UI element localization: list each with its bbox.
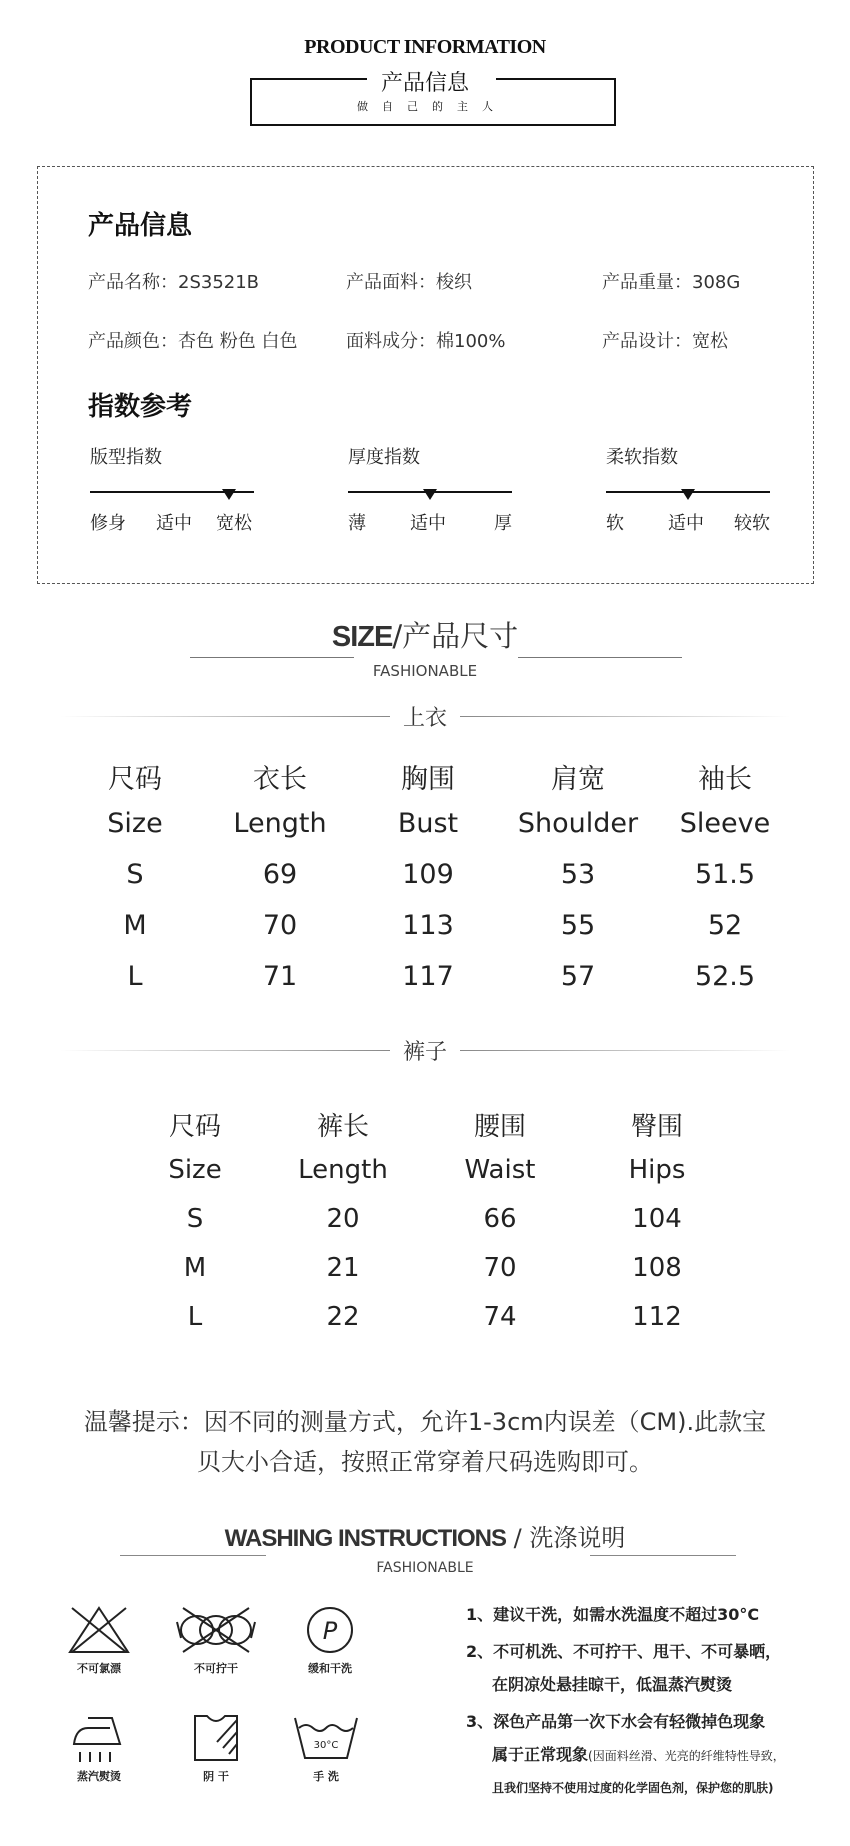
washing-note-3b-line — [466, 1738, 826, 1773]
table-cell: 51.5 — [694, 859, 756, 890]
fit-index-label: 版型指数 — [90, 447, 162, 468]
table-header-cell: 尺码 — [108, 764, 162, 795]
icon-label: 不可氯漂 — [77, 1662, 121, 1675]
size-title — [0, 614, 850, 655]
index-ref-title: 指数参考 — [88, 392, 193, 422]
softness-index-label: 柔软指数 — [606, 447, 678, 468]
icon-label: 缓和干洗 — [308, 1662, 352, 1675]
table-header-cell: 袖长 — [698, 764, 752, 795]
icon-label: 不可拧干 — [194, 1662, 238, 1675]
scale-tick: 厚 — [494, 513, 512, 534]
table-header-cell: Sleeve — [679, 808, 771, 839]
scale-tick: 适中 — [156, 513, 192, 534]
no-wring — [166, 1604, 266, 1676]
table-cell: 21 — [326, 1253, 360, 1283]
product-name: 产品名称：2S3521B — [88, 272, 260, 293]
washing-fashion: FASHIONABLE — [376, 1560, 474, 1576]
iron-icon — [64, 1712, 134, 1764]
table-cell: 70 — [483, 1253, 517, 1283]
washing-line-left — [120, 1555, 266, 1556]
scale-tick: 宽松 — [216, 513, 252, 534]
washing-note-1: 1、建议干洗，如需水洗温度不超过30°C — [466, 1605, 760, 1624]
table-header-cell: 腰围 — [473, 1112, 526, 1142]
dry-clean-glyph: P — [322, 1617, 338, 1645]
scale-tick: 软 — [606, 513, 624, 534]
table-header-cell: Bust — [397, 808, 459, 839]
table-cell: 74 — [483, 1302, 517, 1332]
fit-index-scale — [90, 491, 254, 534]
table-header-cell: 衣长 — [253, 764, 307, 795]
table-header-cell: Length — [298, 1155, 388, 1185]
product-composition: 面料成分：棉100% — [346, 331, 506, 352]
table-cell: L — [187, 1302, 203, 1332]
table-cell: L — [127, 961, 143, 992]
table-header-cell: Waist — [464, 1155, 536, 1185]
no-bleach-icon — [64, 1604, 134, 1656]
washing-title — [0, 1518, 850, 1553]
product-color: 产品颜色：杏色 粉色 白色 — [88, 331, 298, 352]
product-weight: 产品重量：308G — [602, 272, 741, 293]
size-title-line-left — [190, 657, 354, 658]
table-cell: 117 — [402, 961, 454, 992]
table-cell: S — [126, 859, 144, 890]
hand-wash-temp: 30°C — [313, 1740, 339, 1751]
table-cell: S — [186, 1204, 204, 1234]
scale-marker-icon — [222, 489, 236, 500]
scale-tick: 较软 — [734, 513, 770, 534]
washing-note-2b: 在阴凉处悬挂晾干，低温蒸汽熨烫 — [492, 1675, 733, 1694]
product-design: 产品设计：宽松 — [602, 331, 728, 352]
table-header-cell: Size — [107, 808, 163, 839]
scale-marker-icon — [423, 489, 437, 500]
washing-note-3a: 3、深色产品第一次下水会有轻微掉色现象 — [466, 1712, 766, 1731]
header-subtitle: 做自己的主人 — [357, 100, 507, 113]
table-header-cell: 尺码 — [168, 1112, 221, 1142]
washing-title-en: WASHING INSTRUCTIONS — [224, 1525, 506, 1552]
table-header-cell: Length — [233, 808, 327, 839]
size-title-en: SIZE — [331, 621, 393, 653]
scale-tick: 适中 — [410, 513, 446, 534]
size-tip-line1: 温馨提示：因不同的测量方式，允许1-3cm内误差（CM).此款宝 — [83, 1408, 767, 1436]
shade-dry — [166, 1712, 266, 1784]
table-cell: 70 — [262, 910, 298, 941]
product-info-title: 产品信息 — [88, 211, 193, 241]
table-cell: 71 — [262, 961, 298, 992]
table-header-cell: Size — [168, 1155, 222, 1185]
table-cell: M — [123, 910, 147, 941]
table-cell: 52.5 — [694, 961, 756, 992]
washing-note-3b: 属于正常现象 — [492, 1745, 589, 1764]
table-header-cell: 臀围 — [630, 1112, 683, 1142]
shade-dry-icon — [181, 1712, 251, 1764]
pants-section-label: 裤子 — [402, 1040, 447, 1065]
table-cell: 52 — [707, 910, 743, 941]
table-cell: 22 — [326, 1302, 360, 1332]
no-wring-icon — [175, 1604, 257, 1656]
product-fabric: 产品面料：梭织 — [346, 272, 472, 293]
table-cell: 104 — [632, 1204, 682, 1234]
washing-notes — [466, 1598, 826, 1803]
top-section-label: 上衣 — [402, 706, 447, 731]
icon-label: 手 洗 — [313, 1770, 339, 1783]
washing-note-2a: 2、不可机洗、不可拧干、甩干、不可暴晒， — [466, 1642, 782, 1661]
table-header-cell: Hips — [628, 1155, 686, 1185]
washing-title-cn: / 洗涤说明 — [506, 1524, 626, 1552]
table-cell: 109 — [402, 859, 454, 890]
steam-iron — [49, 1712, 149, 1784]
scale-tick: 薄 — [348, 513, 366, 534]
size-fashion: FASHIONABLE — [372, 662, 478, 680]
size-tip-line2: 贝大小合适，按照正常穿着尺码选购即可。 — [197, 1448, 653, 1476]
scale-tick: 修身 — [90, 513, 126, 534]
table-cell: 20 — [326, 1204, 360, 1234]
header-cn-title: 产品信息 — [380, 71, 469, 96]
hand-wash — [276, 1712, 376, 1784]
thickness-index-label: 厚度指数 — [348, 447, 420, 468]
table-header-cell: Shoulder — [517, 808, 639, 839]
table-cell: 108 — [632, 1253, 682, 1283]
no-bleach — [49, 1604, 149, 1676]
size-title-cn: /产品尺寸 — [392, 619, 519, 653]
header-en-title: PRODUCT INFORMATION — [304, 36, 546, 58]
table-cell: 57 — [560, 961, 596, 992]
table-header-cell: 肩宽 — [551, 764, 605, 795]
scale-marker-icon — [681, 489, 695, 500]
scale-tick: 适中 — [668, 513, 704, 534]
size-tip — [30, 1402, 820, 1482]
thickness-index-scale — [348, 491, 512, 534]
softness-index-scale — [606, 491, 770, 534]
icon-label: 蒸汽熨烫 — [77, 1770, 121, 1783]
table-cell: 112 — [632, 1302, 682, 1332]
table-cell: 53 — [560, 859, 596, 890]
icon-label: 阴 干 — [203, 1770, 229, 1783]
dry-clean — [280, 1604, 380, 1676]
table-header-cell: 裤长 — [316, 1112, 369, 1142]
table-cell: 66 — [483, 1204, 517, 1234]
washing-note-3d: 且我们坚持不使用过度的化学固色剂，保护您的肌肤) — [492, 1781, 774, 1795]
dry-clean-icon — [302, 1604, 358, 1656]
table-cell: M — [183, 1253, 207, 1283]
size-title-line-right — [518, 657, 682, 658]
table-cell: 55 — [560, 910, 596, 941]
washing-line-right — [590, 1555, 736, 1556]
table-cell: 69 — [262, 859, 298, 890]
washing-note-3c: (因面料丝滑、光亮的纤维特性导致， — [588, 1749, 785, 1763]
table-header-cell: 胸围 — [401, 764, 455, 795]
table-cell: 113 — [402, 910, 454, 941]
hand-wash-icon — [291, 1712, 361, 1764]
